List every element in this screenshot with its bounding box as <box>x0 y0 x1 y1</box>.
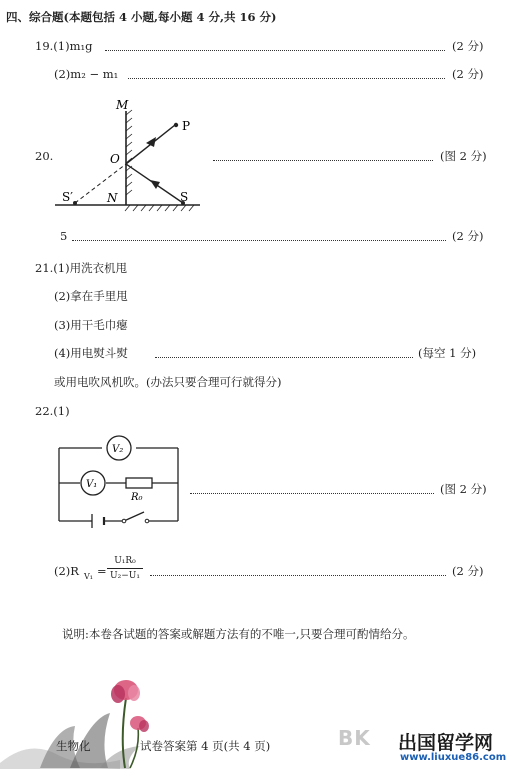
footer-page-right: 试卷答案第 4 页(共 4 页) <box>140 739 271 753</box>
q21-part1: 21.(1)用洗衣机甩 <box>35 261 128 275</box>
q19-part2-score: (2 分) <box>452 67 484 81</box>
q21-part4-score: (每空 1 分) <box>418 346 477 360</box>
q20-figure-score: (图 2 分) <box>440 149 487 163</box>
q21-part4: (4)用电熨斗熨 <box>54 346 128 360</box>
q21-part4-leader <box>155 357 413 358</box>
label-r0: R₀ <box>131 492 143 503</box>
label-m: M <box>116 98 129 112</box>
flower-illustration <box>0 668 200 769</box>
q22-figure-score: (图 2 分) <box>440 482 487 496</box>
q22-fraction-bar <box>107 568 143 569</box>
q22-figure-leader <box>190 493 434 494</box>
label-o: O <box>110 152 120 166</box>
label-p: P <box>182 119 191 133</box>
watermark-site: 出国留学网 <box>398 732 494 754</box>
label-v1: V₁ <box>86 479 98 490</box>
q20-figure-leader <box>213 160 433 161</box>
q22-part1: 22.(1) <box>35 404 70 418</box>
reflected-arrow <box>146 137 156 147</box>
q22-formula-score: (2 分) <box>452 564 484 578</box>
q22-formula-eq: = <box>97 564 107 578</box>
point-s-prime <box>73 201 77 205</box>
virtual-ray <box>75 164 126 203</box>
q20-mirror-figure <box>50 95 210 215</box>
q22-formula-sub: V₁ <box>84 572 93 581</box>
q21-part2: (2)拿在手里甩 <box>54 289 128 303</box>
ground-hatching <box>125 205 194 211</box>
q20-answer-leader <box>72 240 446 241</box>
q20-answer: 5 <box>60 229 68 243</box>
watermark-bk: BK <box>338 726 371 750</box>
q20-number: 20. <box>35 149 54 163</box>
incident-arrow <box>150 180 160 189</box>
label-s-prime: S′ <box>62 190 73 204</box>
mirror-hatching <box>126 110 132 195</box>
footer-page-left: 生物化 <box>56 739 91 753</box>
q19-part1: 19.(1)m₁g <box>35 39 93 53</box>
q22-circuit-figure <box>52 428 187 528</box>
q22-formula-prefix: (2)R <box>54 564 79 578</box>
q20-answer-score: (2 分) <box>452 229 484 243</box>
q19-part2-leader <box>128 78 445 79</box>
section-title: 四、综合题(本题包括 4 小题,每小题 4 分,共 16 分) <box>6 10 277 24</box>
label-s: S <box>180 190 189 204</box>
q22-formula-denominator: U₂−U₁ <box>110 571 140 581</box>
explanation-note: 说明:本卷各试题的答案或解题方法有的不唯一,只要合理可酌情给分。 <box>62 627 415 641</box>
switch-contact-right <box>145 519 149 523</box>
q22-formula-numerator: U₁R₀ <box>114 556 136 566</box>
label-n: N <box>107 191 118 205</box>
label-v2: V₂ <box>112 444 124 455</box>
q19-part1-leader <box>105 50 445 51</box>
switch-contact-left <box>122 519 126 523</box>
q21-note: 或用电吹风机吹。(办法只要合理可行就得分) <box>54 375 282 389</box>
point-p <box>174 123 178 127</box>
q22-formula-leader <box>150 575 446 576</box>
q19-part2: (2)m₂ − m₁ <box>54 67 119 81</box>
q19-part1-score: (2 分) <box>452 39 484 53</box>
q21-part3: (3)用干毛巾瘪 <box>54 318 128 332</box>
watermark-url: www.liuxue86.com <box>400 752 507 763</box>
resistor-r0-icon <box>126 478 152 488</box>
